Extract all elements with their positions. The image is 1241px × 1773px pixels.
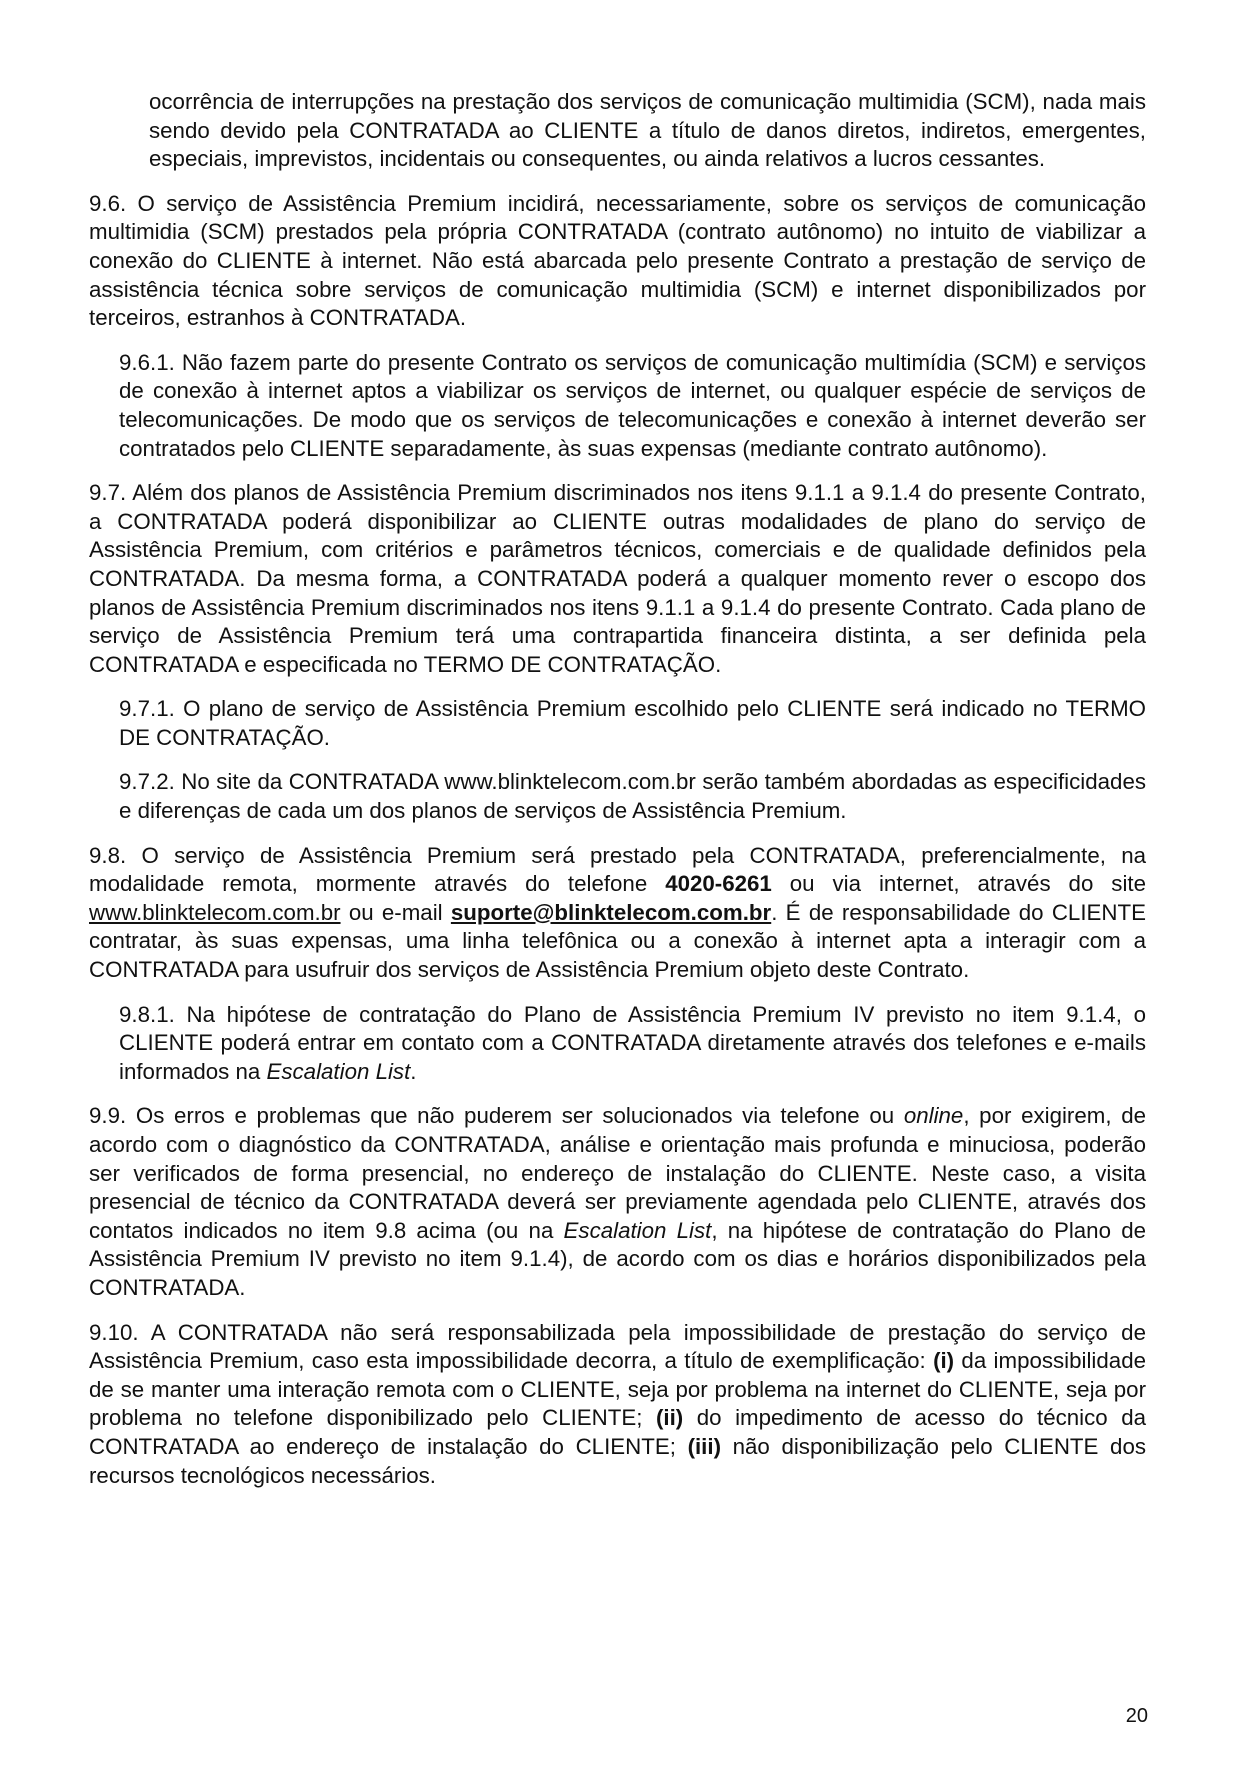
escalation-list-term: Escalation List — [563, 1217, 712, 1243]
page-body — [89, 88, 1146, 1490]
paragraph-9-8 — [89, 842, 1146, 985]
online-term: online — [903, 1103, 964, 1129]
escalation-list-term: Escalation List — [266, 1058, 411, 1084]
paragraph-9-7-1: 9.7.1. O plano de serviço de Assistência Premium escolhido pelo CLIENTE será indicado no TERMO DE CONTRATAÇÃO. — [119, 696, 1146, 750]
paragraph-9-6-1: 9.6.1. Não fazem parte do presente Contrato os serviços de comunicação multimídia (SCM) e serviços de conexão à internet aptos a viabilizar os serviços de internet, ou qualquer espécie de serviços de telecomunicações. De modo que os serviços de telecomunicações e conexão à internet deverão ser contratados pelo CLIENTE separadamente, às suas expensas (mediante contrato autônomo). — [119, 349, 1146, 461]
paragraph-9-9 — [89, 1102, 1146, 1302]
paragraph-9-8-1 — [119, 1001, 1146, 1087]
paragraph-9-6: 9.6. O serviço de Assistência Premium incidirá, necessariamente, sobre os serviços de comunicação multimidia (SCM) prestados pela própria CONTRATADA (contrato autônomo) no intuito de viabilizar a conexão do CLIENTE à internet. Não está abarcada pelo presente Contrato a prestação de serviço de assistência técnica sobre serviços de comunicação multimidia (SCM) e internet disponibilizados por terceiros, estranhos à CONTRATADA. — [89, 190, 1146, 331]
paragraph-text: . — [410, 1058, 417, 1084]
paragraph-text: 9.8.1. Na hipótese de contratação do Plano de Assistência Premium IV previsto no item 9.1.4, o CLIENTE poderá entrar em contato com a CONTRATADA diretamente através dos telefones e e-mails informados na — [119, 1001, 1146, 1084]
site-link[interactable]: www.blinktelecom.com.br — [89, 899, 341, 925]
item-marker-ii: (ii) — [655, 1405, 684, 1431]
paragraph-text: da impossibilidade de se manter uma interação remota com o CLIENTE, seja por problema na internet do CLIENTE, seja por problema no telefone disponibilizado pelo CLIENTE; — [89, 1348, 1146, 1431]
paragraph-text: 9.9. Os erros e problemas que não puderem ser solucionados via telefone ou — [89, 1103, 904, 1129]
email-link[interactable]: suporte@blinktelecom.com.br — [450, 899, 772, 925]
paragraph-9-7-2: 9.7.2. No site da CONTRATADA www.blinktelecom.com.br serão também abordadas as especificidades e diferenças de cada um dos planos de serviços de Assistência Premium. — [119, 769, 1146, 824]
paragraph-text: não disponibilização pelo CLIENTE dos recursos tecnológicos necessários. — [89, 1433, 1146, 1488]
item-marker-iii: (iii) — [687, 1433, 721, 1459]
item-marker-i: (i) — [933, 1348, 955, 1374]
paragraph-9-7: 9.7. Além dos planos de Assistência Premium discriminados nos itens 9.1.1 a 9.1.4 do presente Contrato, a CONTRATADA poderá disponibilizar ao CLIENTE outras modalidades de plano do serviço de Assistência Premium, com critérios e parâmetros técnicos, comerciais e de qualidade definidos pela CONTRATADA. Da mesma forma, a CONTRATADA poderá a qualquer momento rever o escopo dos planos de Assistência Premium discriminados nos itens 9.1.1 a 9.1.4 do presente Contrato. Cada plano de serviço de Assistência Premium terá uma contrapartida financeira distinta, a ser definida pela CONTRATADA e especificada no TERMO DE CONTRATAÇÃO. — [89, 480, 1146, 677]
paragraph-text: ou via internet, através do site — [771, 871, 1146, 897]
paragraph-text: ou e-mail — [340, 899, 451, 925]
paragraph-text: do impedimento de acesso do técnico da CONTRATADA ao endereço de instalação do CLIENTE; — [89, 1405, 1146, 1459]
paragraph-9-5-continuation: ocorrência de interrupções na prestação dos serviços de comunicação multimidia (SCM), nada mais sendo devido pela CONTRATADA ao CLIENTE a título de danos diretos, indiretos, emergentes, especiais, imprevistos, incidentais ou consequentes, ou ainda relativos a lucros cessantes. — [149, 89, 1146, 172]
paragraph-text: 9.8. O serviço de Assistência Premium será prestado pela CONTRATADA, preferencialmente, na modalidade remota, mormente através do telefone — [89, 842, 1146, 897]
paragraph-text: 9.10. A CONTRATADA não será responsabilizada pela impossibilidade de prestação do serviço de Assistência Premium, caso esta impossibilidade decorra, a título de exemplificação: — [89, 1319, 1146, 1374]
paragraph-text: . É de responsabilidade do CLIENTE contratar, às suas expensas, uma linha telefônica ou a conexão à internet apta a interagir com a CONTRATADA para usufruir dos serviços de Assistência Premium objeto deste Contrato. — [89, 899, 1146, 983]
page-number: 20 — [1125, 1705, 1148, 1727]
paragraph-9-10 — [89, 1319, 1146, 1491]
paragraph-text: , por exigirem, de acordo com o diagnóstico da CONTRATADA, análise e orientação mais profunda e minuciosa, poderão ser verificados de forma presencial, no endereço de instalação do CLIENTE. Neste caso, a visita presencial de técnico da CONTRATADA deverá ser previamente agendada pelo CLIENTE, através dos contatos indicados no item 9.8 acima (ou na — [89, 1103, 1146, 1243]
phone-number: 4020-6261 — [665, 871, 772, 897]
paragraph-text: , na hipótese de contratação do Plano de Assistência Premium IV previsto no item 9.1.4), de acordo com os dias e horários disponibilizados pela CONTRATADA. — [89, 1217, 1146, 1300]
